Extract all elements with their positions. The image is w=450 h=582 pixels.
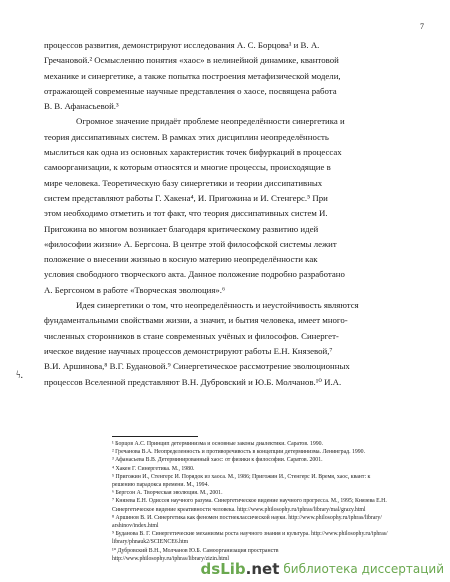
watermark-logo: dsLib.net [200,560,280,578]
footnote: ¹ Борцов А.С. Принцип детерминизма и основные законы диалектики. Саратов. 1990. [112,441,323,447]
footnote: ⁸ Аршинов В. И. Синергетика как феномен постнеклассической науки. http://www.philosophy.ru/iphras/library/ [112,514,382,521]
text-line: самоорганизации, к которым относятся и многие процессы, происходящие в [44,162,331,173]
text-line: теория диссипативных систем. В рамках этих дисциплин неопределённость [44,131,329,142]
text-line: условия свободного творческого акта. Данное положение подробно разработано [44,269,345,280]
text-line: В. В. Афанасьевой.³ [44,101,119,112]
text-line: положение о внесении жизнью в косную материю неопределённости как [44,254,318,265]
footnote: Синергетическое видение креативности человека. http://www.philosophy.ru/iphras/library/mal/grazy.html [112,506,366,513]
text-line: численных сторонников в стане современных учёных и философов. Синергет- [44,330,339,341]
text-line: «философии жизни» А. Бергсона. В центре этой философской системы лежит [44,238,337,249]
text-line: механике и синергетике, а также попытка построения метафизической модели, [44,70,341,81]
text-line: систем представляют работы Г. Хакена⁴, И. Пригожина и И. Стенгерс.⁵ При [44,192,328,203]
text-line: процессов Вселенной представляют В.Н. Дубровский и Ю.Б. Молчанов.¹⁰ И.А. [44,376,342,387]
footnote: ¹⁰ Дубровский В.Н., Молчанов Ю.Б. Самоорганизация пространств [112,547,279,554]
text-line: фундаментальными свойствами жизни, а значит, и бытия человека, имеет много- [44,315,348,326]
footnote: решению парадокса времени. М., 1994. [112,482,209,489]
text-line: В.И. Аршинова,⁸ В.Г. Будановой.⁹ Синергетическое рассмотрение эволюционных [44,361,350,372]
footnote: http://www.philosophy.ru/iphras/library/zizin.html [112,555,229,562]
footnote: library/phnauk2/SCIENCE6.htm [112,539,189,546]
footnote: ³ Афанасьева В.В. Детерминированный хаос: от физики к философии. Саратов. 2001. [112,457,323,464]
text-line: мыслиться как одна из основных характеристик точек бифуркаций в процессах [44,147,342,158]
text-line: ическое видение научных процессов демонстрируют работы Е.Н. Князевой,⁷ [44,345,333,356]
footnote: ⁵ Пригожин И., Стенгерс И. Порядок из хаоса. М., 1986; Пригожин И., Стенгерс И. Время, хаос, квант: к [112,473,371,480]
text-line: отражающей современные научные представления о хаосе, посвящена работа [44,85,337,96]
margin-mark: ϟ. [16,370,24,381]
text-line: мире человека. Теоретическую базу синергетики и теории диссипативных [44,177,323,188]
text-line: Пригожина во многом возникает благодаря критическому развитию идей [44,223,319,234]
watermark-text: библиотека диссертаций [283,562,444,576]
footnote-rule [112,436,198,437]
text-line: процессов развития, демонстрируют исследования А. С. Борцова¹ и В. А. [44,40,320,50]
text-line: Огромное значение придаёт проблеме неопределённости синергетика и [76,116,345,127]
footnote: ⁴ Хакен Г. Синергетика. М., 1980. [112,465,195,472]
page-number: 7 [420,22,424,31]
footnote: ⁶ Бергсон А. Творческая эволюция. М., 2001. [112,490,223,497]
footnote: ⁹ Буданова В. Г. Синергетические механизмы роста научного знания и культура. http://www.philosophy.ru/iphras/ [112,531,388,538]
paragraph [44,114,418,298]
footnotes [112,436,412,563]
footnote: ² Гречанова В.А. Неопределенность и противоречивость в концепции детерминизма. Ленинград. 1990. [112,449,366,456]
text-line: этом необходимо отметить и тот факт, что теория диссипативных систем И. [44,208,328,219]
text-line: А. Бергсоном в работе «Творческая эволюция».⁶ [44,284,226,295]
paragraph [44,298,418,390]
text-line: Гречановой.² Осмысленню понятия «хаос» в нелинейной динамике, квантовой [44,55,339,66]
footnote: ⁷ Князева Е.Н. Одиссея научного разума. Синергетическое видение научного прогресса. М., 1995; Князева Е.Н. [112,498,387,505]
paragraph [44,38,418,114]
watermark[interactable] [201,560,444,578]
footnote: arshinov/index.html [112,523,159,530]
body-text [44,38,418,390]
text-line: Идея синергетики о том, что неопределённость и неустойчивость являются [76,300,359,311]
